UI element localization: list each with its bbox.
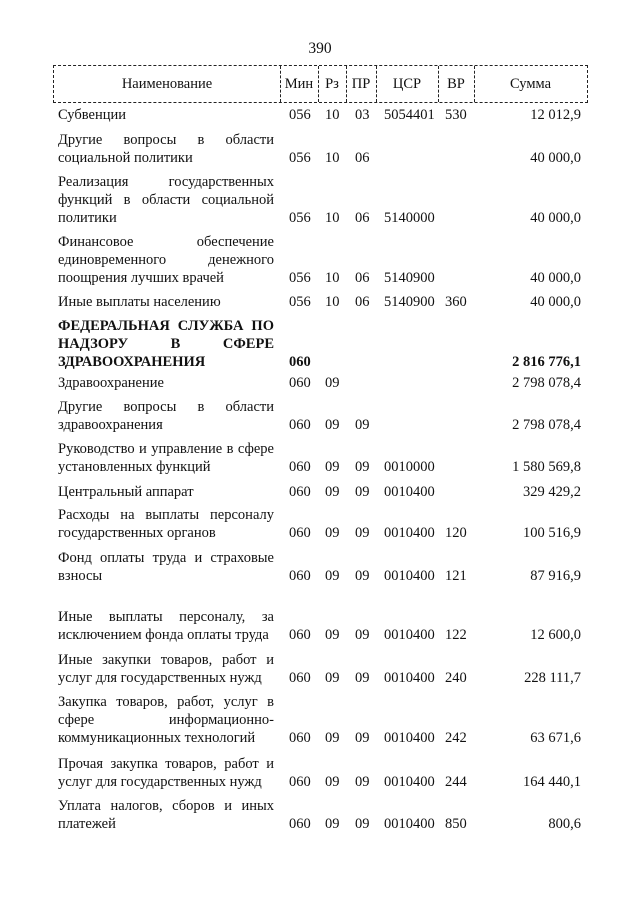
row-name: ФЕДЕРАЛЬНАЯ СЛУЖБА ПО НАДЗОРУ В СФЕРЕ ЗДРАВООХРАНЕНИЯ xyxy=(58,318,274,370)
row-min: 056 xyxy=(289,107,311,123)
row-min: 056 xyxy=(289,150,311,166)
row-rz: 10 xyxy=(325,294,340,310)
row-name: Фонд оплаты труда и страховые взносы xyxy=(58,550,274,584)
row-min: 060 xyxy=(289,568,311,584)
row-min: 060 xyxy=(289,525,311,541)
row-sum: 164 440,1 xyxy=(523,774,581,790)
header-min: Мин xyxy=(284,76,314,92)
row-pr: 09 xyxy=(355,670,370,686)
row-sum: 87 916,9 xyxy=(530,568,581,584)
row-vr: 850 xyxy=(445,816,467,832)
table-row xyxy=(0,483,640,501)
row-vr: 240 xyxy=(445,670,467,686)
row-min: 060 xyxy=(289,670,311,686)
row-min: 060 xyxy=(289,375,311,391)
row-sum: 2 816 776,1 xyxy=(512,354,581,370)
page-number: 390 xyxy=(308,40,332,57)
header-rz: Рз xyxy=(325,76,339,92)
row-min: 060 xyxy=(289,774,311,790)
row-name: Закупка товаров, работ, услуг в сфере информационно-коммуникационных технологий xyxy=(58,694,274,746)
row-sum: 329 429,2 xyxy=(523,484,581,500)
row-name: Иные выплаты персоналу, за исключением фонда оплаты труда xyxy=(58,609,274,643)
row-min: 056 xyxy=(289,210,311,226)
row-sum: 800,6 xyxy=(548,816,581,832)
table-header xyxy=(53,65,588,103)
row-name: Здравоохранение xyxy=(58,375,164,391)
row-vr: 122 xyxy=(445,627,467,643)
table-row xyxy=(0,440,640,476)
row-sum: 40 000,0 xyxy=(530,270,581,286)
row-rz: 10 xyxy=(325,270,340,286)
row-min: 060 xyxy=(289,730,311,746)
row-vr: 121 xyxy=(445,568,467,584)
row-pr: 09 xyxy=(355,816,370,832)
row-min: 056 xyxy=(289,270,311,286)
row-rz: 09 xyxy=(325,459,340,475)
row-csr: 0010400 xyxy=(384,670,435,686)
row-vr: 244 xyxy=(445,774,467,790)
table-row xyxy=(0,131,640,167)
row-min: 060 xyxy=(289,627,311,643)
row-rz: 10 xyxy=(325,107,340,123)
row-rz: 09 xyxy=(325,816,340,832)
row-name: Субвенции xyxy=(58,107,126,123)
row-rz: 09 xyxy=(325,730,340,746)
table-row xyxy=(0,651,640,687)
row-name: Финансовое обеспечение единовременного денежного поощрения лучших врачей xyxy=(58,234,274,286)
row-name: Уплата налогов, сборов и иных платежей xyxy=(58,798,274,832)
row-min: 056 xyxy=(289,294,311,310)
row-rz: 10 xyxy=(325,150,340,166)
row-csr: 5140000 xyxy=(384,210,435,226)
row-sum: 100 516,9 xyxy=(523,525,581,541)
table-row xyxy=(0,506,640,542)
table-row xyxy=(0,693,640,747)
row-min: 060 xyxy=(289,354,311,370)
row-vr: 360 xyxy=(445,294,467,310)
row-rz: 09 xyxy=(325,670,340,686)
row-rz: 09 xyxy=(325,774,340,790)
row-min: 060 xyxy=(289,816,311,832)
row-pr: 09 xyxy=(355,774,370,790)
row-pr: 06 xyxy=(355,210,370,226)
table-row xyxy=(0,233,640,287)
row-sum: 2 798 078,4 xyxy=(512,375,581,391)
row-csr: 0010000 xyxy=(384,459,435,475)
row-csr: 5054401 xyxy=(384,107,435,123)
row-rz: 09 xyxy=(325,375,340,391)
row-pr: 09 xyxy=(355,568,370,584)
row-name: Расходы на выплаты персоналу государственных органов xyxy=(58,507,274,541)
table-row xyxy=(0,374,640,392)
row-sum: 63 671,6 xyxy=(530,730,581,746)
row-csr: 5140900 xyxy=(384,270,435,286)
row-rz: 10 xyxy=(325,210,340,226)
row-vr: 120 xyxy=(445,525,467,541)
row-csr: 0010400 xyxy=(384,730,435,746)
row-csr: 0010400 xyxy=(384,774,435,790)
row-name: Руководство и управление в сфере установленных функций xyxy=(58,441,274,475)
table-row xyxy=(0,173,640,227)
row-rz: 09 xyxy=(325,568,340,584)
row-vr: 242 xyxy=(445,730,467,746)
header-sum: Сумма xyxy=(509,76,552,92)
row-pr: 09 xyxy=(355,484,370,500)
row-vr: 530 xyxy=(445,107,467,123)
header-vr: ВР xyxy=(447,76,465,92)
row-pr: 06 xyxy=(355,270,370,286)
row-csr: 0010400 xyxy=(384,484,435,500)
row-sum: 40 000,0 xyxy=(530,150,581,166)
row-name: Другие вопросы в области здравоохранения xyxy=(58,399,274,433)
row-name: Центральный аппарат xyxy=(58,484,194,500)
row-name: Реализация государственных функций в области социальной политики xyxy=(58,174,274,226)
table-row xyxy=(0,549,640,585)
row-csr: 0010400 xyxy=(384,627,435,643)
row-sum: 2 798 078,4 xyxy=(512,417,581,433)
table-row xyxy=(0,590,640,644)
row-min: 060 xyxy=(289,459,311,475)
row-pr: 06 xyxy=(355,150,370,166)
row-pr: 06 xyxy=(355,294,370,310)
row-sum: 228 111,7 xyxy=(524,670,581,686)
table-row xyxy=(0,755,640,791)
row-pr: 09 xyxy=(355,525,370,541)
row-csr: 0010400 xyxy=(384,568,435,584)
row-rz: 09 xyxy=(325,627,340,643)
row-pr: 09 xyxy=(355,627,370,643)
table-row xyxy=(0,106,640,124)
row-rz: 09 xyxy=(325,417,340,433)
header-name: Наименование xyxy=(121,76,213,92)
row-rz: 09 xyxy=(325,484,340,500)
row-pr: 09 xyxy=(355,730,370,746)
row-name: Другие вопросы в области социальной политики xyxy=(58,132,274,166)
row-csr: 0010400 xyxy=(384,525,435,541)
table-row xyxy=(0,797,640,833)
row-csr: 5140900 xyxy=(384,294,435,310)
row-name: Прочая закупка товаров, работ и услуг для государственных нужд xyxy=(58,756,274,790)
row-sum: 12 012,9 xyxy=(530,107,581,123)
row-min: 060 xyxy=(289,417,311,433)
table-row xyxy=(0,317,640,371)
row-sum: 1 580 569,8 xyxy=(512,459,581,475)
row-name: Иные закупки товаров, работ и услуг для государственных нужд xyxy=(58,652,274,686)
row-sum: 40 000,0 xyxy=(530,210,581,226)
table-row xyxy=(0,293,640,311)
header-pr: ПР xyxy=(351,76,371,92)
row-min: 060 xyxy=(289,484,311,500)
header-csr: ЦСР xyxy=(392,76,422,92)
table-row xyxy=(0,398,640,434)
row-pr: 09 xyxy=(355,417,370,433)
row-csr: 0010400 xyxy=(384,816,435,832)
row-sum: 40 000,0 xyxy=(530,294,581,310)
row-pr: 03 xyxy=(355,107,370,123)
row-sum: 12 600,0 xyxy=(530,627,581,643)
row-rz: 09 xyxy=(325,525,340,541)
row-name: Иные выплаты населению xyxy=(58,294,221,310)
row-pr: 09 xyxy=(355,459,370,475)
